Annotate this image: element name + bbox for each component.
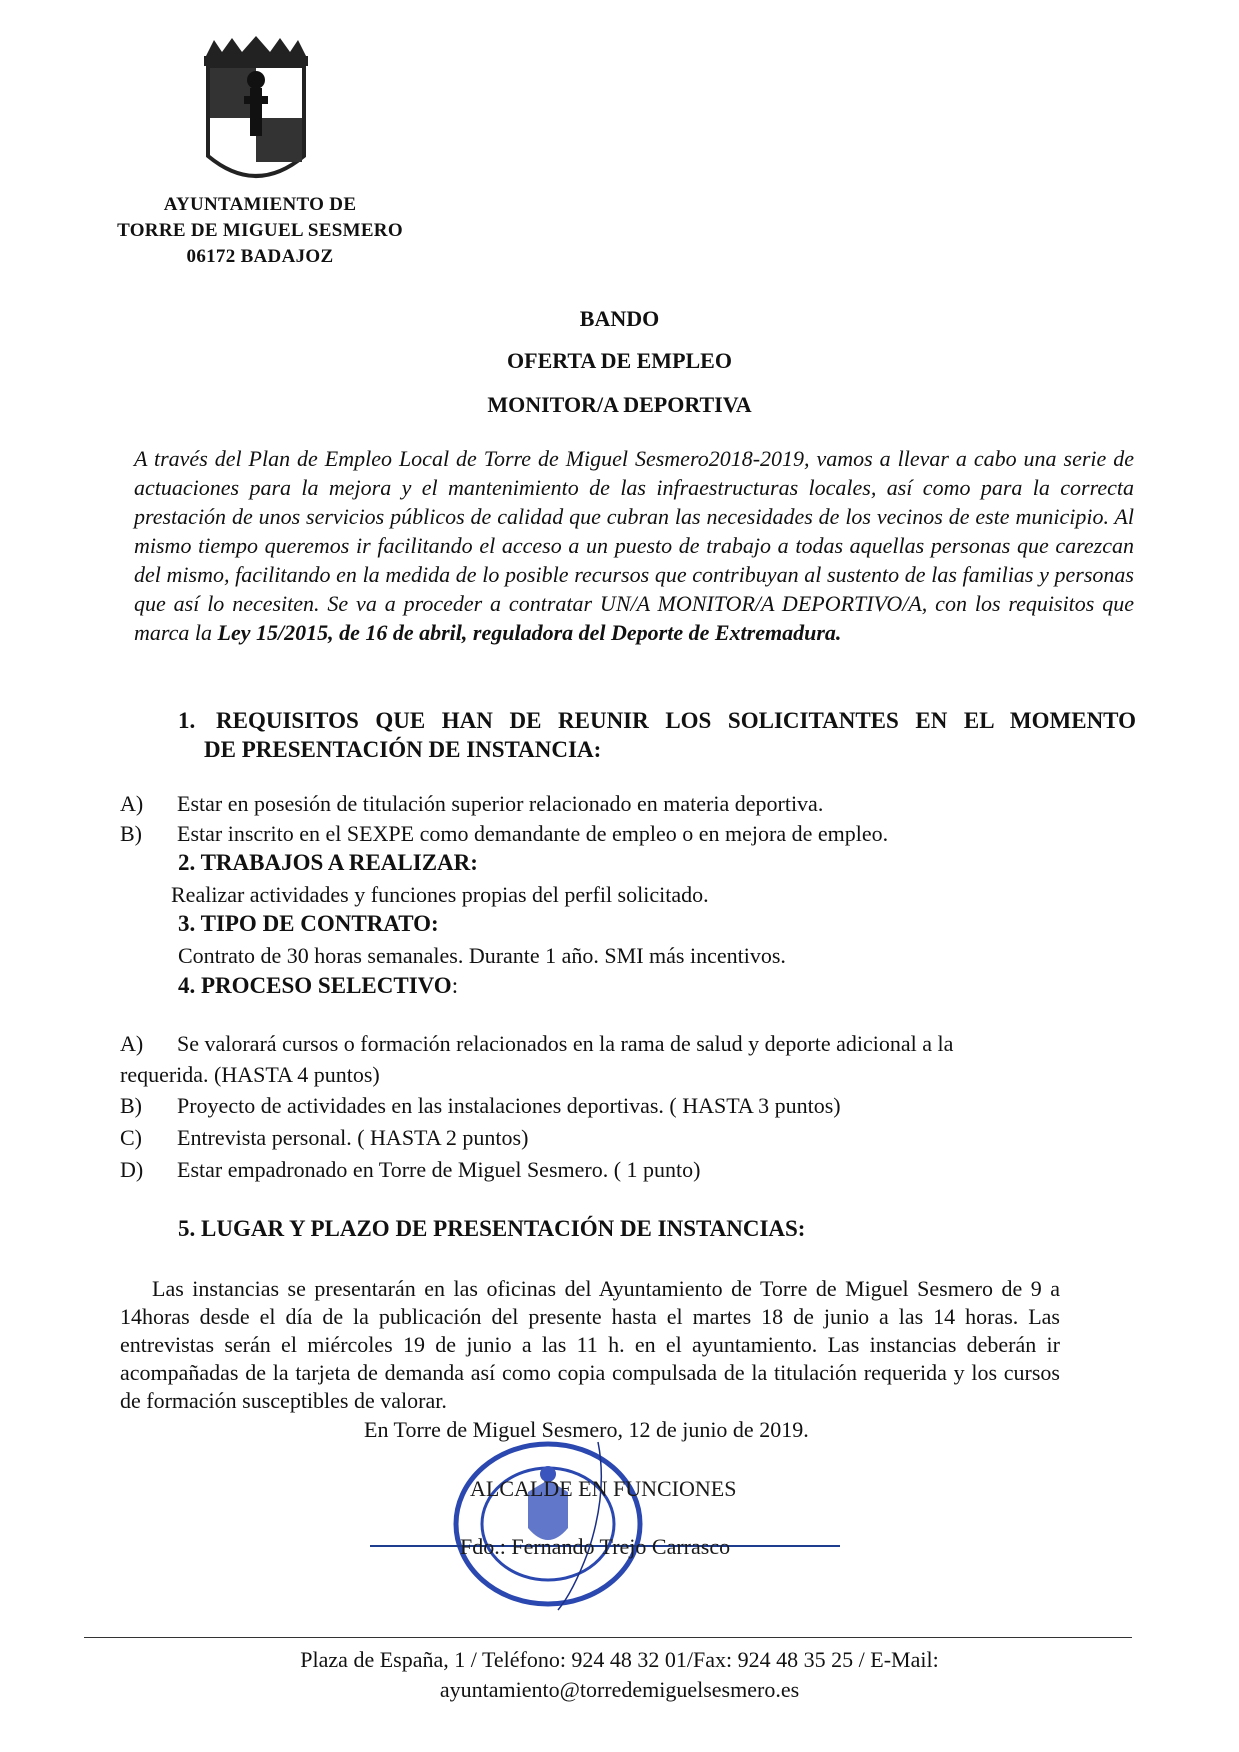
footer-email: ayuntamiento@torredemiguelsesmero.es (439, 1677, 800, 1702)
section4-title-colon: : (451, 973, 459, 998)
footer-divider (84, 1637, 1132, 1638)
section5-paragraph: Las instancias se presentarán en las oficinas del Ayuntamiento de Torre de Miguel Sesmero de 9 a 14horas desde el día de la publicación del presente hasta el martes 18 de junio a las 14 horas. Las entrevistas serán el miércoles 19 de junio a las 11 h. en el ayuntamiento. Las instancias deberán ir acompañadas de la tarjeta de demanda así como copia compulsada de la titulación requerida y los cursos de formación susceptibles de valorar. (120, 1276, 1060, 1413)
requirement-b-mark: B) (120, 821, 142, 846)
requirement-b-text: Estar inscrito en el SEXPE como demandante de empleo o en mejora de empleo. (177, 821, 889, 846)
org-name-line2: TORRE DE MIGUEL SESMERO (117, 220, 403, 241)
section4-title-text: 4. PROCESO SELECTIVO (178, 973, 452, 998)
section1-number: 1. (178, 708, 196, 733)
section1-title-line2: DE PRESENTACIÓN DE INSTANCIA: (204, 737, 602, 762)
section2-text: Realizar actividades y funciones propias del perfil solicitado. (171, 882, 709, 907)
official-stamp-seal (448, 1432, 658, 1612)
criterion-b-text: Proyecto de actividades en las instalaciones deportivas. ( HASTA 3 puntos) (177, 1093, 841, 1118)
section1-title-line1: REQUISITOS QUE HAN DE REUNIR LOS SOLICITANTES EN EL MOMENTO (216, 708, 1136, 733)
doc-title-oferta: OFERTA DE EMPLEO (507, 348, 732, 373)
criterion-b-mark: B) (120, 1093, 142, 1118)
section5-title: 5. LUGAR Y PLAZO DE PRESENTACIÓN DE INSTANCIAS: (178, 1216, 806, 1241)
intro-law-reference: Ley 15/2015, de 16 de abril, reguladora del Deporte de Extremadura. (217, 620, 842, 645)
criterion-c-text: Entrevista personal. ( HASTA 2 puntos) (177, 1125, 529, 1150)
criterion-a-mark: A) (120, 1031, 144, 1056)
footer-address: Plaza de España, 1 / Teléfono: 924 48 32 01/Fax: 924 48 35 25 / E-Mail: (300, 1647, 939, 1672)
requirement-a-text: Estar en posesión de titulación superior relacionado en materia deportiva. (177, 791, 824, 816)
signer-name: Fdo.: Fernando Trejo Carrasco (460, 1534, 731, 1559)
criterion-a-continuation: requerida. (HASTA 4 puntos) (120, 1062, 380, 1087)
criterion-a-text: Se valorará cursos o formación relacionados en la rama de salud y deporte adicional a la (177, 1031, 954, 1056)
section4-title (178, 973, 458, 999)
organization-header (100, 192, 420, 270)
doc-title-bando: BANDO (579, 306, 660, 331)
criterion-d-text: Estar empadronado en Torre de Miguel Sesmero. ( 1 punto) (177, 1157, 701, 1182)
intro-paragraph (134, 444, 1134, 647)
place-and-date: En Torre de Miguel Sesmero, 12 de junio de 2019. (364, 1417, 809, 1442)
org-name-line1: AYUNTAMIENTO DE (163, 194, 357, 215)
requirement-a-mark: A) (120, 791, 144, 816)
section2-title: 2. TRABAJOS A REALIZAR: (178, 850, 478, 875)
intro-text: A través del Plan de Empleo Local de Torre de Miguel Sesmero2018-2019, vamos a llevar a cabo una serie de actuaciones para la mejora y el mantenimiento de las infraestructuras locales, así como para la correcta prestación de unos servicios públicos de calidad que cubran las necesidades de los vecinos de este municipio. Al mismo tiempo queremos ir facilitando el acceso a un puesto de trabajo a todas aquellas personas que carezcan del mismo, facilitando en la medida de lo posible recursos que contribuyan al sustento de las familias y personas que así lo necesiten. Se va a proceder a contratar UN/A MONITOR/A DEPORTIVO/A, con los requisitos que marca la (134, 446, 1134, 645)
criterion-d-mark: D) (120, 1157, 144, 1182)
section3-title: 3. TIPO DE CONTRATO: (178, 911, 439, 936)
signer-role: ALCALDE EN FUNCIONES (470, 1476, 737, 1501)
section3-text: Contrato de 30 horas semanales. Durante 1 año. SMI más incentivos. (178, 943, 786, 968)
doc-title-monitor: MONITOR/A DEPORTIVA (487, 392, 752, 417)
org-address-line: 06172 BADAJOZ (186, 246, 334, 267)
municipal-crest-logo (196, 36, 316, 188)
criterion-c-mark: C) (120, 1125, 142, 1150)
